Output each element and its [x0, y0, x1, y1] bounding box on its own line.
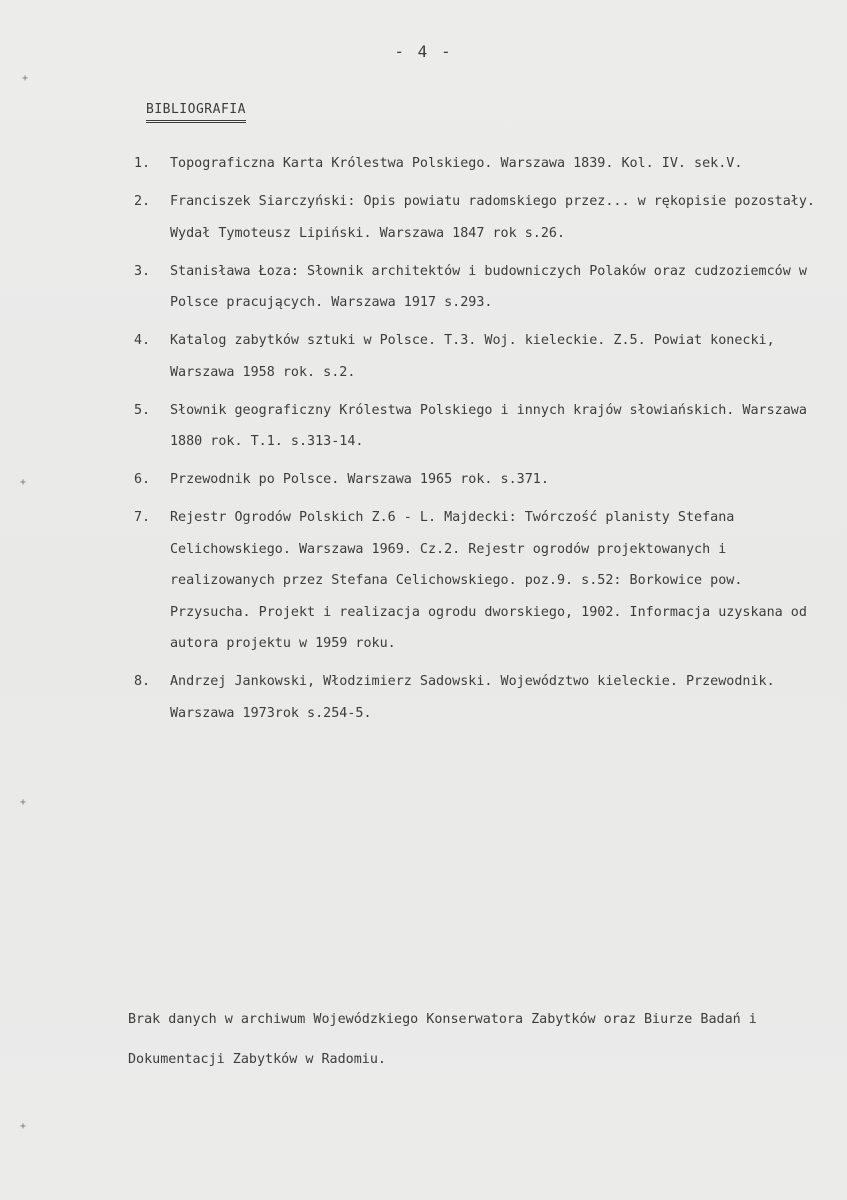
- entry-number: 4.: [134, 333, 151, 348]
- entry-number: 6.: [134, 472, 151, 487]
- entry-text: Przewodnik po Polsce. Warszawa 1965 rok. s.371.: [170, 472, 549, 487]
- punch-mark-icon: +: [20, 477, 27, 488]
- entry-number: 8.: [134, 674, 151, 689]
- entry-text: Rejestr Ogrodów Polskich Z.6 - L. Majdecki: Twórczość planisty Stefana Celichowskiego. Warszawa 1969. Cz.2. Rejestr ogrodów projektowanych i realizowanych przez Stefana Celichowskiego. poz.9. s.52: Borkowice pow. Przysucha. Projekt i realizacja ogrodu dworskiego, 1902. Informacja uzyskana od autora projektu w 1959 roku.: [170, 510, 807, 651]
- entry-text: Słownik geograficzny Królestwa Polskiego i innych krajów słowiańskich. Warszawa 1880 rok. T.1. s.313-14.: [170, 402, 807, 449]
- entry-number: 1.: [134, 156, 151, 171]
- list-item: [128, 395, 818, 458]
- list-item: [128, 186, 818, 249]
- closing-note: Brak danych w archiwum Wojewódzkiego Konserwatora Zabytków oraz Biurze Badań i Dokumentacji Zabytków w Radomiu.: [128, 1012, 757, 1067]
- entry-number: 7.: [134, 510, 151, 525]
- punch-mark-icon: +: [22, 73, 29, 84]
- bibliography-list: [128, 148, 818, 736]
- list-item: [128, 464, 818, 496]
- entry-text: Andrzej Jankowski, Włodzimierz Sadowski. Województwo kieleckie. Przewodnik. Warszawa 1973rok s.254-5.: [170, 674, 775, 721]
- entry-text: Franciszek Siarczyński: Opis powiatu radomskiego przez... w rękopisie pozostały. Wydał Tymoteusz Lipiński. Warszawa 1847 rok s.26.: [170, 194, 815, 241]
- page-number: - 4 -: [394, 42, 453, 61]
- entry-text: Katalog zabytków sztuki w Polsce. T.3. Woj. kieleckie. Z.5. Powiat konecki, Warszawa 1958 rok. s.2.: [170, 333, 775, 380]
- list-item: [128, 666, 818, 729]
- entry-number: 2.: [134, 194, 151, 209]
- punch-mark-icon: +: [20, 797, 27, 808]
- bibliography-heading: BIBLIOGRAFIA: [146, 102, 246, 123]
- list-item: [128, 256, 818, 319]
- list-item: [128, 502, 818, 660]
- entry-text: Stanisława Łoza: Słownik architektów i budowniczych Polaków oraz cudzoziemców w Polsce pracujących. Warszawa 1917 s.293.: [170, 263, 807, 310]
- list-item: [128, 148, 818, 180]
- entry-number: 3.: [134, 263, 151, 279]
- list-item: [128, 325, 818, 388]
- entry-text: Topograficzna Karta Królestwa Polskiego. Warszawa 1839. Kol. IV. sek.V.: [170, 156, 743, 171]
- entry-number: 5.: [134, 402, 151, 418]
- punch-mark-icon: +: [20, 1121, 27, 1132]
